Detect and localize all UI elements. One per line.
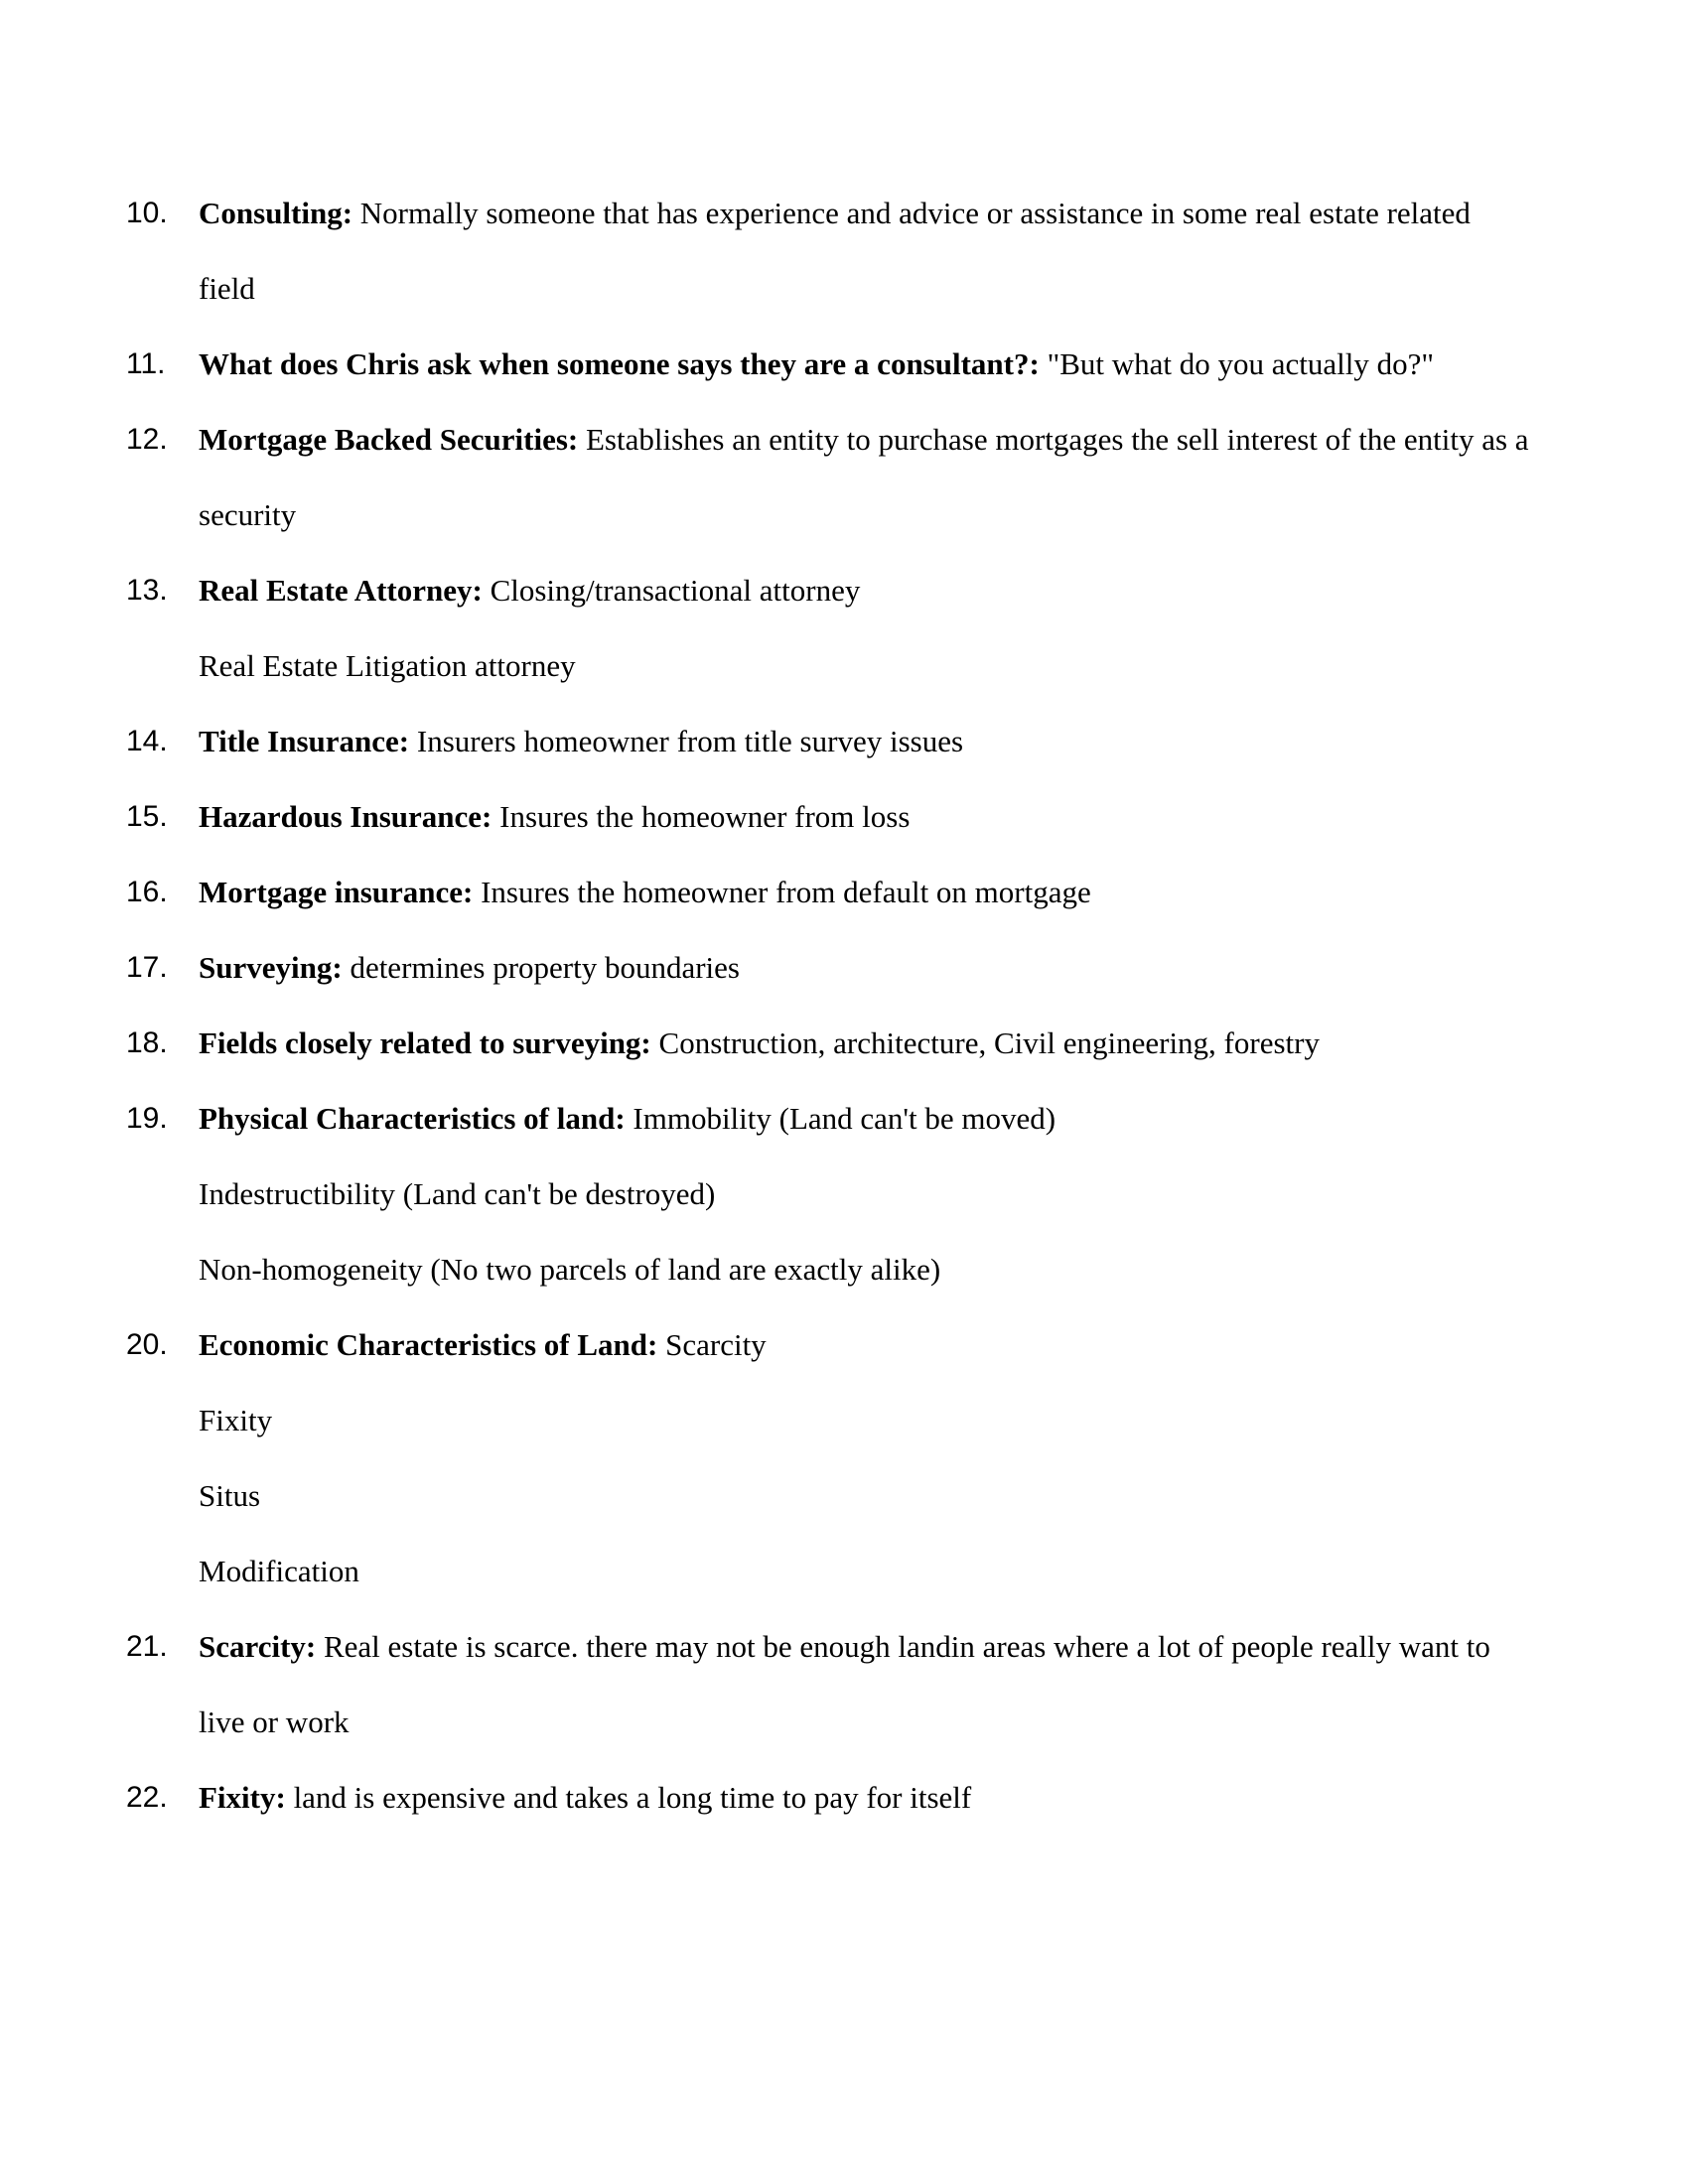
item-body (199, 1609, 1534, 1760)
item-number: 20. (126, 1328, 168, 1361)
item-definition: Insures the homeowner from default on mortgage (481, 875, 1091, 909)
item-text (199, 176, 1534, 327)
item-body (199, 553, 1534, 704)
item-term: Consulting: (199, 196, 353, 230)
item-term: Hazardous Insurance: (199, 799, 492, 834)
item-number: 11. (126, 347, 166, 380)
item-definition: Insurers homeowner from title survey issues (416, 724, 964, 758)
item-definition: Construction, architecture, Civil engineering, forestry (658, 1025, 1320, 1060)
list-item (126, 1609, 1534, 1760)
item-text (199, 1307, 1534, 1383)
item-term: Title Insurance: (199, 724, 410, 758)
item-definition: land is expensive and takes a long time to pay for itself (293, 1780, 972, 1815)
item-number: 14. (126, 725, 168, 757)
item-definition: "But what do you actually do?" (1047, 346, 1435, 381)
item-number: 15. (126, 800, 168, 833)
item-number: 17. (126, 951, 168, 984)
item-definition: Insures the homeowner from loss (499, 799, 911, 834)
item-extra-line: Non-homogeneity (No two parcels of land are exactly alike) (199, 1252, 941, 1287)
item-extra-line: Modification (199, 1554, 359, 1588)
item-body (199, 402, 1534, 553)
item-term: Real Estate Attorney: (199, 573, 483, 608)
item-number: 21. (126, 1630, 168, 1663)
item-text (199, 855, 1534, 930)
list-item (126, 1760, 1534, 1836)
item-text (199, 1006, 1534, 1081)
item-text (199, 1081, 1534, 1157)
list-item (126, 327, 1534, 402)
list-item (126, 930, 1534, 1006)
list-item (126, 1081, 1534, 1307)
item-definition: Closing/transactional attorney (490, 573, 861, 608)
item-extra-line: Situs (199, 1478, 261, 1513)
item-term: Fixity: (199, 1780, 286, 1815)
item-number: 18. (126, 1026, 168, 1059)
list-item (126, 779, 1534, 855)
item-body (199, 855, 1534, 930)
item-text (199, 1609, 1534, 1760)
item-extra-line: Real Estate Litigation attorney (199, 648, 576, 683)
list-item (126, 704, 1534, 779)
list-item (126, 402, 1534, 553)
list-item (126, 176, 1534, 327)
item-text (199, 704, 1534, 779)
item-body (199, 1307, 1534, 1609)
item-number: 19. (126, 1102, 168, 1135)
item-body (199, 1006, 1534, 1081)
list-item (126, 1307, 1534, 1609)
list-item (126, 1006, 1534, 1081)
item-term: Mortgage Backed Securities: (199, 422, 579, 457)
item-term: Economic Characteristics of Land: (199, 1327, 658, 1362)
item-body (199, 1081, 1534, 1307)
item-body (199, 930, 1534, 1006)
item-definition: Normally someone that has experience and advice or assistance in some real estate related field (199, 196, 1471, 306)
item-number: 12. (126, 423, 168, 456)
item-number: 13. (126, 574, 168, 607)
item-term: Mortgage insurance: (199, 875, 474, 909)
list-item (126, 553, 1534, 704)
item-body (199, 327, 1534, 402)
item-definition: Scarcity (665, 1327, 767, 1362)
item-term: Fields closely related to surveying: (199, 1025, 651, 1060)
item-term: Scarcity: (199, 1629, 317, 1664)
list-item (126, 855, 1534, 930)
item-extra-line: Fixity (199, 1403, 273, 1437)
item-body (199, 779, 1534, 855)
item-definition: Real estate is scarce. there may not be enough landin areas where a lot of people really want to live or work (199, 1629, 1490, 1739)
item-number: 16. (126, 876, 168, 908)
item-definition: Establishes an entity to purchase mortgages the sell interest of the entity as a security (199, 422, 1529, 532)
item-number: 10. (126, 197, 168, 229)
item-number: 22. (126, 1781, 168, 1814)
item-text (199, 1760, 1534, 1836)
item-term: Physical Characteristics of land: (199, 1101, 626, 1136)
item-body (199, 176, 1534, 327)
definition-list (126, 176, 1534, 1836)
item-text (199, 327, 1534, 402)
item-definition: Immobility (Land can't be moved) (633, 1101, 1056, 1136)
item-body (199, 1760, 1534, 1836)
item-body (199, 704, 1534, 779)
item-extra-line: Indestructibility (Land can't be destroyed) (199, 1176, 716, 1211)
item-definition: determines property boundaries (350, 950, 740, 985)
item-term: What does Chris ask when someone says they are a consultant?: (199, 346, 1040, 381)
item-text (199, 930, 1534, 1006)
item-text (199, 779, 1534, 855)
item-term: Surveying: (199, 950, 343, 985)
item-text (199, 402, 1534, 553)
item-text (199, 553, 1534, 628)
